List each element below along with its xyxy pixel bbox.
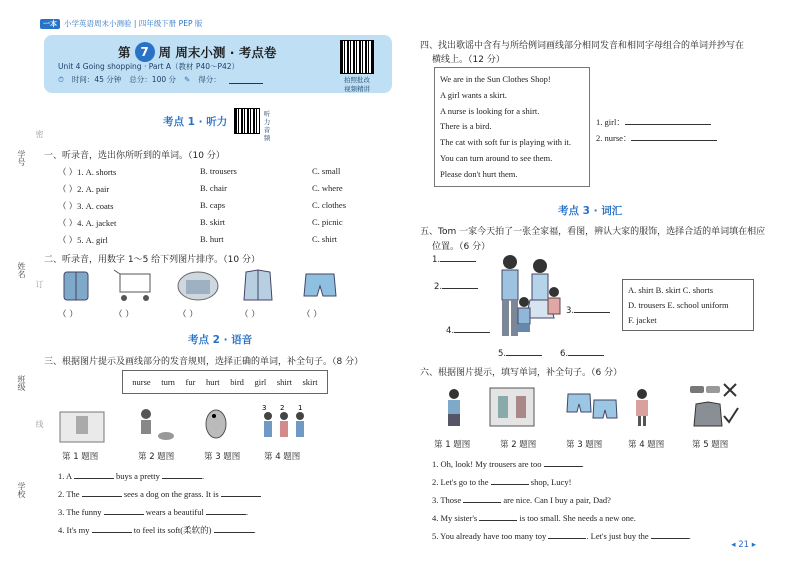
- answer-blank[interactable]: [221, 488, 261, 497]
- q1-row-5-b[interactable]: B. hurt: [200, 234, 224, 244]
- q3-caption-3: 第 3 题图: [204, 452, 241, 462]
- q2-title: 二、听录音，用数字 1～5 给下列图片排序。（10 分）: [44, 255, 260, 265]
- word-option[interactable]: fur: [185, 377, 196, 387]
- shorts-pair-picture-icon: [567, 394, 617, 418]
- q1-row-2-a[interactable]: （ ）2. A. pair: [58, 184, 110, 194]
- answer-blank[interactable]: [92, 524, 132, 533]
- listening-qr-icon[interactable]: [234, 108, 260, 134]
- girl-figure-icon: [548, 287, 560, 314]
- father-figure-icon: [502, 255, 518, 336]
- quiz-meta: ⏱ 时间：45 分钟 总分：100 分 ✎ 得分：: [58, 74, 263, 85]
- answer-blank[interactable]: [574, 304, 610, 313]
- q6-caption-2: 第 2 题图: [500, 440, 537, 450]
- song-box: [434, 67, 590, 187]
- margin-name: 姓名: [17, 262, 26, 278]
- answer-blank[interactable]: [442, 280, 478, 289]
- word-option[interactable]: turn: [161, 377, 175, 387]
- q6-sentence-2: 2. Let's go to the shop, Lucy!: [432, 477, 572, 487]
- q4-title-cont: 横线上。（12 分）: [432, 55, 505, 65]
- q1-row-1-b[interactable]: B. trousers: [200, 166, 237, 176]
- answer-blank[interactable]: [651, 530, 689, 539]
- answer-blank[interactable]: [440, 253, 476, 262]
- margin-bind: 订: [35, 280, 44, 288]
- answer-blank[interactable]: [631, 132, 717, 141]
- q6-caption-1: 第 1 题图: [434, 440, 471, 450]
- margin-student-id: 学号: [17, 150, 26, 166]
- word-option[interactable]: shirt: [276, 377, 292, 387]
- q6-sentence-1: 1. Oh, look! My trousers are too .: [432, 459, 584, 469]
- q2-bracket-3[interactable]: （ ）: [178, 310, 198, 320]
- q3-title: 三、根据图片提示及画线部分的发音规则，选择正确的单词，补全句子。（8 分）: [44, 357, 364, 367]
- q1-row-2-b[interactable]: B. chair: [200, 183, 227, 193]
- quiz-title: 第 7 周 周末小测 · 考点卷: [118, 42, 276, 62]
- answer-blank[interactable]: [104, 506, 144, 515]
- q6-sentence-3: 3. Those are nice. Can I buy a pair, Dad?: [432, 495, 611, 505]
- q1-row-1-c[interactable]: C. small: [312, 166, 341, 176]
- q3-word-bank: [122, 370, 328, 394]
- answer-blank[interactable]: [506, 347, 542, 356]
- q6-pictures: [440, 382, 750, 436]
- answer-blank[interactable]: [206, 506, 246, 515]
- q5-label-2: 2.: [434, 280, 478, 292]
- shirt-picture-icon: [64, 272, 88, 300]
- svg-text:1: 1: [298, 404, 303, 412]
- q4-answer-2: 2. nurse：: [596, 132, 717, 144]
- answer-blank[interactable]: [162, 470, 202, 479]
- word-option[interactable]: bird: [230, 377, 244, 387]
- boy-short-trousers-picture-icon: [448, 389, 460, 426]
- q5-label-6: 6.: [560, 347, 604, 359]
- answer-blank[interactable]: [544, 458, 582, 467]
- song-line: We are in the Sun Clothes Shop!: [440, 74, 551, 84]
- q1-row-4-b[interactable]: B. skirt: [200, 217, 226, 227]
- shopping-cart-picture-icon: [114, 270, 150, 301]
- store-picture-icon: [178, 272, 218, 300]
- shop-picture-icon: [60, 412, 104, 442]
- q5-word-box: [622, 279, 754, 331]
- q4-answer-1: 1. girl：: [596, 116, 711, 128]
- word-options-line: A. shirt B. skirt C. shorts: [628, 285, 714, 295]
- answer-blank[interactable]: [454, 324, 490, 333]
- song-line: A girl wants a skirt.: [440, 89, 507, 100]
- q1-title: 一、听录音，选出你所听到的单词。（10 分）: [44, 151, 225, 161]
- margin-school: 学校: [17, 482, 26, 498]
- q1-row-4-a[interactable]: （ ）4. A. jacket: [58, 218, 117, 228]
- q3-caption-4: 第 4 题图: [264, 452, 301, 462]
- family-picture: [444, 252, 604, 352]
- q2-bracket-2[interactable]: （ ）: [114, 310, 134, 320]
- score-blank: [229, 75, 263, 84]
- song-line: Please don't hurt them.: [440, 168, 518, 179]
- answer-blank[interactable]: [479, 512, 517, 521]
- q1-row-5-a[interactable]: （ ）5. A. girl: [58, 235, 108, 245]
- q3-sentence-2: 2. The sees a dog on the grass. It is: [58, 488, 261, 499]
- answer-blank[interactable]: [548, 530, 586, 539]
- word-option[interactable]: skirt: [302, 377, 318, 387]
- bird-picture-icon: [206, 410, 226, 438]
- week-number: 7: [135, 42, 155, 62]
- q2-bracket-5[interactable]: （ ）: [302, 310, 322, 320]
- section-vocabulary: 考点 3 · 词汇: [558, 205, 623, 217]
- answer-blank[interactable]: [625, 116, 711, 125]
- q5-title: 五、Tom 一家今天拍了一张全家福，看图，辨认大家的服饰，选择合适的单词填在相应: [420, 227, 766, 237]
- q1-row-3-a[interactable]: （ ）3. A. coats: [58, 201, 114, 211]
- margin-class: 班级: [17, 375, 26, 391]
- q3-pictures: [56, 402, 326, 446]
- q6-sentence-4: 4. My sister's is too small. She needs a new one.: [432, 513, 636, 523]
- q6-caption-5: 第 5 题图: [692, 440, 729, 450]
- q6-sentence-5: 5. You already have too many toy . Let's just buy the .: [432, 531, 691, 541]
- margin-line: 线: [35, 420, 44, 428]
- toy-cars-and-jacket-picture-icon: [690, 384, 738, 426]
- series-header: [40, 18, 202, 29]
- q2-bracket-1[interactable]: （ ）: [58, 310, 78, 320]
- q3-sentence-3: 3. The funny wears a beautiful .: [58, 507, 249, 517]
- q5-label-3: 3.: [566, 304, 610, 316]
- q1-row-3-c[interactable]: C. clothes: [312, 200, 346, 210]
- unit-info: Unit 4 Going shopping · Part A（教材 P40～P42）: [58, 62, 240, 71]
- next-arrow-icon[interactable]: ▸: [751, 540, 756, 550]
- song-line: The cat with soft fur is playing with it.: [440, 137, 572, 148]
- prev-arrow-icon[interactable]: ◂: [731, 540, 736, 550]
- q1-row-5-c[interactable]: C. shirt: [312, 234, 338, 244]
- answer-blank[interactable]: [463, 494, 501, 503]
- word-options-line: D. trousers E. school uniform: [628, 300, 729, 310]
- section-phonics: 考点 2 · 语音: [188, 334, 253, 346]
- q3-caption-1: 第 1 题图: [62, 452, 99, 462]
- song-line: A nurse is looking for a shirt.: [440, 105, 540, 116]
- q3-caption-2: 第 2 题图: [138, 452, 175, 462]
- q5-label-5: 5.: [498, 347, 542, 359]
- q6-caption-3: 第 3 题图: [566, 440, 603, 450]
- q6-title: 六、根据图片提示，填写单词，补全句子。（6 分）: [420, 368, 623, 378]
- brand-badge: 一本: [40, 19, 60, 29]
- answer-blank[interactable]: [74, 470, 114, 479]
- boy-figure-icon: [518, 297, 530, 332]
- clock-icon: ⏱: [58, 74, 64, 84]
- margin-seal: 密: [35, 130, 44, 138]
- answer-blank[interactable]: [214, 524, 254, 533]
- children-picture-icon: [262, 404, 304, 437]
- svg-text:3: 3: [262, 404, 267, 412]
- q5-label-4: 4.: [446, 324, 490, 336]
- song-line: There is a bird.: [440, 121, 492, 132]
- q1-row-4-c[interactable]: C. picnic: [312, 217, 343, 227]
- word-option[interactable]: nurse: [132, 377, 151, 387]
- answer-blank[interactable]: [491, 476, 529, 485]
- svg-text:2: 2: [280, 404, 285, 412]
- jacket-picture-icon: [244, 270, 272, 300]
- q5-label-1: 1.: [432, 253, 476, 265]
- word-option[interactable]: hurt: [205, 377, 220, 387]
- shorts-picture-icon: [304, 274, 336, 296]
- girl-with-dog-picture-icon: [141, 409, 174, 440]
- answer-blank[interactable]: [82, 488, 122, 497]
- word-option[interactable]: girl: [254, 377, 267, 387]
- qr-code-icon[interactable]: [340, 40, 374, 74]
- q1-row-2-c[interactable]: C. where: [312, 183, 343, 193]
- page-number: ◂ 21 ▸: [731, 540, 756, 550]
- q2-pictures: [58, 266, 358, 306]
- q5-title-cont: 位置。（6 分）: [432, 242, 491, 252]
- qr-caption: 拍照批改 视频精讲: [344, 76, 370, 93]
- answer-blank[interactable]: [568, 347, 604, 356]
- word-options-line: F. jacket: [628, 315, 657, 325]
- q2-bracket-4[interactable]: （ ）: [240, 310, 260, 320]
- section-listening: 考点 1 · 听力: [163, 116, 228, 128]
- q1-row-1-a[interactable]: （ ）1. A. shorts: [58, 167, 117, 177]
- q1-row-3-b[interactable]: B. caps: [200, 200, 226, 210]
- q6-caption-4: 第 4 题图: [628, 440, 665, 450]
- q3-sentence-4: 4. It's my to feel its soft(柔软的) .: [58, 525, 256, 535]
- score-icon: ✎: [184, 75, 191, 84]
- series-title: 小学英语周末小测验 | 四年级下册 PEP 版: [64, 19, 203, 28]
- q4-title: 四、找出歌谣中含有与所给例词画线部分相同发音和相同字母组合的单词并抄写在: [420, 41, 745, 51]
- song-line: You can turn around to see them.: [440, 152, 553, 163]
- clothes-shop-picture-icon: [490, 388, 534, 426]
- girl-small-dress-picture-icon: [636, 389, 648, 426]
- q3-sentence-1: 1. A buys a pretty .: [58, 471, 205, 481]
- listening-qr-caption: 听力音频: [263, 110, 271, 142]
